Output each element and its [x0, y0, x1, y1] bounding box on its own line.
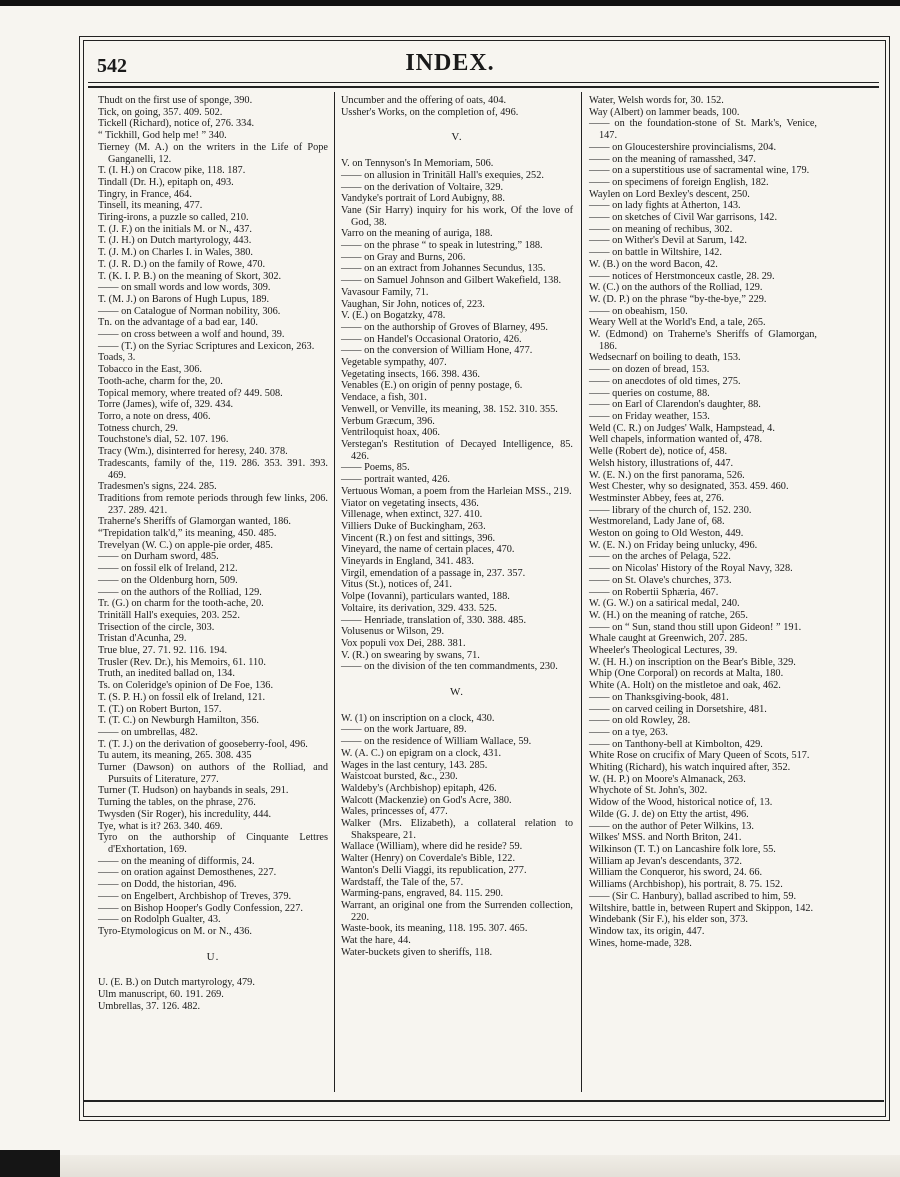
index-entry: W. (B.) on the word Bacon, 42.: [589, 258, 718, 270]
index-entry: Whiting (Richard), his watch inquired after, 352.: [589, 762, 791, 774]
index-column-1: [98, 95, 328, 1012]
index-entry: —— on Nicolas' History of the Royal Navy, 328.: [589, 563, 793, 575]
index-entry: —— on Gray and Burns, 206.: [341, 251, 466, 263]
index-entry: V. on Tennyson's In Memoriam, 506.: [341, 158, 494, 170]
index-entry: Warming-pans, engraved, 84. 115. 290.: [341, 888, 504, 900]
index-entry: Vandyke's portrait of Lord Aubigny, 88.: [341, 193, 505, 205]
index-entry: —— on carved ceiling in Dorsetshire, 481.: [589, 703, 767, 715]
section-heading-v: V.: [451, 131, 463, 144]
index-entry: White Rose on crucifix of Mary Queen of Scots, 517.: [589, 750, 810, 762]
index-entry: W. (E. N.) on the first panorama, 526.: [589, 469, 745, 481]
index-entry: —— on lady fights at Atherton, 143.: [589, 200, 741, 212]
entry-list: [98, 977, 328, 1012]
index-entry: V. (E.) on Bogatzky, 478.: [341, 310, 446, 322]
index-entry: Volusenus or Wilson, 29.: [341, 626, 445, 638]
index-entry: Wages in the last century, 143. 285.: [341, 759, 488, 771]
index-entry: Tristan d'Acunha, 29.: [98, 633, 187, 645]
index-entry: William ap Jevan's descendants, 372.: [589, 855, 742, 867]
index-entry: —— on “ Sun, stand thou still upon Gideon! ” 191.: [589, 621, 802, 633]
index-entry: Wales, princesses of, 477.: [341, 806, 448, 818]
index-entry: Wines, home-made, 328.: [589, 937, 692, 949]
index-entry: Welsh history, illustrations of, 447.: [589, 457, 734, 469]
index-entry: —— on Samuel Johnson and Gilbert Wakefield, 138.: [341, 275, 562, 287]
index-entry: Walker (Mrs. Elizabeth), a collateral relation to Shakspeare, 21.: [341, 818, 573, 841]
index-entry: —— on Handel's Occasional Oratorio, 426.: [341, 333, 522, 345]
index-entry: Vendace, a fish, 301.: [341, 392, 427, 404]
index-entry: Ussher's Works, on the completion of, 496.: [341, 106, 519, 118]
index-entry: Wedsecnarf on boiling to death, 153.: [589, 352, 741, 364]
index-entry: —— on Durham sword, 485.: [98, 551, 219, 563]
index-entry: —— on Rodolph Gualter, 43.: [98, 914, 221, 926]
index-entry: Tingry, in France, 464.: [98, 188, 192, 200]
index-entry: —— on a superstitious use of sacramental wine, 179.: [589, 165, 810, 177]
index-entry: W. (H. P.) on Moore's Almanack, 263.: [589, 773, 746, 785]
index-entry: Villiers Duke of Buckingham, 263.: [341, 520, 486, 532]
index-entry: T. (K. I. P. B.) on the meaning of Skort, 302.: [98, 270, 282, 282]
index-entry: —— (Sir C. Hanbury), ballad ascribed to him, 59.: [589, 890, 797, 902]
index-entry: Voltaire, its derivation, 329. 433. 525.: [341, 602, 497, 614]
index-column-3: [589, 95, 817, 949]
index-entry: —— on umbrellas, 482.: [98, 726, 198, 738]
index-entry: —— on Tanthony-bell at Kimbolton, 429.: [589, 738, 763, 750]
index-entry: Totness church, 29.: [98, 422, 178, 434]
index-entry: Tickell (Richard), notice of, 276. 334.: [98, 118, 255, 130]
index-entry: Westmoreland, Lady Jane of, 68.: [589, 516, 725, 528]
index-entry: Weld (C. R.) on Judges' Walk, Hampstead, 4.: [589, 422, 775, 434]
column-divider-2: [581, 92, 582, 1092]
index-entry: —— on small words and low words, 309.: [98, 282, 271, 294]
index-entry: Uncumber and the offering of oats, 404.: [341, 95, 507, 106]
index-entry: Verstegan's Restitution of Decayed Intelligence, 85. 426.: [341, 438, 573, 462]
index-entry: —— on the authorship of Groves of Blarney, 495.: [341, 321, 548, 333]
index-entry: Ulm manuscript, 60. 191. 269.: [98, 989, 224, 1001]
index-entry: —— on Friday weather, 153.: [589, 410, 710, 422]
index-entry: Wilkinson (T. T.) on Lancashire folk lore, 55.: [589, 844, 776, 855]
index-entry: Wat the hare, 44.: [341, 935, 411, 947]
index-entry: William the Conqueror, his sword, 24. 66.: [589, 867, 763, 879]
index-entry: W. (E. N.) on Friday being unlucky, 496.: [589, 539, 758, 551]
index-entry: Tinsell, its meaning, 477.: [98, 200, 203, 212]
index-entry: Warrant, an original one from the Surrenden collection, 220.: [341, 900, 573, 923]
index-entry: Vaughan, Sir John, notices of, 223.: [341, 298, 485, 310]
index-entry: —— on the conversion of William Hone, 477.: [341, 345, 533, 357]
index-entry: T. (S. P. H.) on fossil elk of Ireland, 121.: [98, 691, 266, 703]
index-entry: Westminster Abbey, fees at, 276.: [589, 492, 724, 504]
index-entry: Turner (Dawson) on authors of the Rolliad, and Pursuits of Literature, 277.: [98, 762, 328, 785]
index-entry: Tindall (Dr. H.), epitaph on, 493.: [98, 176, 234, 188]
index-entry: Waste-book, its meaning, 118. 195. 307. 465.: [341, 923, 528, 935]
index-entry: Twysden (Sir Roger), his incredulity, 444.: [98, 808, 272, 820]
index-entry: W. (H. H.) on inscription on the Bear's Bible, 329.: [589, 656, 796, 668]
header-rule: [88, 82, 879, 83]
index-entry: —— notices of Herstmonceux castle, 28. 29.: [589, 270, 775, 282]
index-entry: —— on specimens of foreign English, 182.: [589, 176, 769, 188]
index-entry: Tick, on going, 357. 409. 502.: [98, 106, 223, 118]
section-heading-u: U.: [206, 950, 220, 963]
index-entry: Traditions from remote periods through few links, 206. 237. 289. 421.: [98, 492, 328, 516]
index-entry: —— portrait wanted, 426.: [341, 474, 450, 486]
index-entry: Widow of the Wood, historical notice of, 13.: [589, 797, 773, 809]
index-entry: Tradesmen's signs, 224. 285.: [98, 481, 217, 493]
index-entry: True blue, 27. 71. 92. 116. 194.: [98, 645, 228, 657]
index-entry: T. (J. M.) on Charles I. in Wales, 380.: [98, 247, 253, 259]
index-entry: —— library of the church of, 152. 230.: [589, 504, 752, 516]
index-column-2: [341, 95, 573, 959]
index-entry: Touchstone's dial, 52. 107. 196.: [98, 434, 229, 446]
index-entry: W. (Edmond) on Traherne's Sheriffs of Glamorgan, 186.: [589, 329, 817, 352]
index-entry: Tobacco in the East, 306.: [98, 364, 202, 376]
index-entry: Walter (Henry) on Coverdale's Bible, 122.: [341, 853, 516, 865]
index-entry: Volpe (Iovanni), particulars wanted, 188.: [341, 591, 510, 603]
index-entry: —— on dozen of bread, 153.: [589, 364, 710, 376]
index-entry: Tradescants, family of the, 119. 286. 353. 391. 393. 469.: [98, 457, 328, 481]
index-entry: Trevelyan (W. C.) on apple-pie order, 485.: [98, 539, 273, 551]
index-entry: Viator on vegetating insects, 436.: [341, 497, 479, 509]
index-entry: Water, Welsh words for, 30. 152.: [589, 95, 724, 106]
index-entry: V. (R.) on swearing by swans, 71.: [341, 649, 480, 661]
index-entry: —— on Earl of Clarendon's daughter, 88.: [589, 399, 761, 411]
index-entry: W. (D. P.) on the phrase “by-the-bye,” 229.: [589, 293, 767, 305]
index-entry: —— (T.) on the Syriac Scriptures and Lexicon, 263.: [98, 340, 315, 352]
index-entry: Villenage, when extinct, 327. 410.: [341, 509, 483, 521]
index-entry: Tiring-irons, a puzzle so called, 210.: [98, 212, 249, 224]
index-entry: Tierney (M. A.) on the writers in the Life of Pope Ganganelli, 12.: [98, 141, 328, 165]
index-entry: T. (M. J.) on Barons of Hugh Lupus, 189.: [98, 293, 270, 305]
index-entry: Vegetable sympathy, 407.: [341, 357, 447, 369]
index-entry: —— on old Rowley, 28.: [589, 715, 691, 727]
index-entry: Vegetating insects, 166. 398. 436.: [341, 368, 480, 380]
index-entry: —— on meaning of rechibus, 302.: [589, 223, 733, 235]
index-entry: Varro on the meaning of auriga, 188.: [341, 228, 493, 240]
index-entry: Wardstaff, the Tale of the, 57.: [341, 876, 464, 888]
index-entry: Waistcoat bursted, &c., 230.: [341, 771, 458, 783]
index-entry: —— on Gloucestershire provincialisms, 204.: [589, 141, 777, 153]
index-entry: —— on Bishop Hooper's Godly Confession, 227.: [98, 902, 303, 914]
index-entry: Williams (Archbishop), his portrait, 8. 75. 152.: [589, 879, 783, 891]
index-entry: “ Tickhill, God help me! ” 340.: [98, 130, 227, 142]
footer-rule: [83, 1100, 884, 1102]
index-entry: West Chester, why so designated, 353. 459. 460.: [589, 481, 789, 493]
page-title: INDEX.: [405, 50, 495, 76]
column-divider-1: [334, 92, 335, 1092]
index-entry: Walcott (Mackenzie) on God's Acre, 380.: [341, 794, 512, 806]
index-entry: Virgil, emendation of a passage in, 237. 357.: [341, 567, 526, 579]
scan-shadow: [0, 1150, 60, 1177]
index-entry: Turning the tables, on the phrase, 276.: [98, 797, 256, 809]
index-entry: Turner (T. Hudson) on haybands in seals, 291.: [98, 785, 289, 797]
index-entry: Way (Albert) on lammer beads, 100.: [589, 106, 740, 118]
index-entry: —— on the Oldenburg horn, 509.: [98, 574, 238, 586]
index-entry: White (A. Holt) on the mistletoe and oak, 462.: [589, 680, 781, 692]
index-entry: Whip (One Corporal) on records at Malta, 180.: [589, 668, 784, 680]
index-entry: Tye, what is it? 263. 340. 469.: [98, 820, 223, 832]
index-entry: “Trepidation talk'd,” its meaning, 450. 485.: [98, 528, 277, 540]
header-rule-double: [88, 86, 879, 88]
index-entry: Vineyards in England, 341. 483.: [341, 556, 474, 568]
index-entry: Wilkes' MSS. and North Briton, 241.: [589, 832, 742, 844]
index-entry: Welle (Robert de), notice of, 458.: [589, 446, 728, 458]
index-entry: —— on the authors of the Rolliad, 129.: [98, 586, 262, 598]
page-number: 542: [97, 55, 127, 77]
index-entry: —— on sketches of Civil War garrisons, 142.: [589, 212, 778, 224]
index-entry: W. (A. C.) on epigram on a clock, 431.: [341, 747, 502, 759]
index-entry: W. (G. W.) on a satirical medal, 240.: [589, 598, 740, 610]
index-entry: —— on St. Olave's churches, 373.: [589, 574, 732, 586]
index-entry: Traherne's Sheriffs of Glamorgan wanted, 186.: [98, 516, 291, 528]
index-entry: —— on the meaning of ramasshed, 347.: [589, 153, 757, 165]
index-entry: Trusler (Rev. Dr.), his Memoirs, 61. 110.: [98, 656, 266, 668]
index-entry: Weary Well at the World's End, a tale, 265.: [589, 317, 766, 329]
index-entry: —— Poems, 85.: [341, 462, 410, 474]
index-entry: —— on anecdotes of old times, 275.: [589, 375, 741, 387]
index-entry: —— on the division of the ten commandments, 230.: [341, 661, 558, 673]
index-entry: —— on Engelbert, Archbishop of Treves, 379.: [98, 890, 292, 902]
index-entry: Trinitäll Hall's exequies, 203. 252.: [98, 609, 240, 621]
index-entry: Toads, 3.: [98, 352, 136, 364]
index-entry: Venwell, or Venville, its meaning, 38. 152. 310. 355.: [341, 403, 558, 415]
index-entry: —— on oration against Demosthenes, 227.: [98, 867, 277, 879]
index-entry: Wheeler's Theological Lectures, 39.: [589, 645, 738, 657]
index-entry: —— on Wither's Devil at Sarum, 142.: [589, 235, 747, 247]
index-entry: W. (1) on inscription on a clock, 430.: [341, 712, 495, 724]
index-entry: Vertuous Woman, a poem from the Harleian MSS., 219.: [341, 485, 572, 497]
index-entry: —— on Dodd, the historian, 496.: [98, 879, 237, 891]
entry-list: [341, 713, 573, 959]
index-entry: —— on a tye, 263.: [589, 726, 668, 738]
index-entry: Wallace (William), where did he reside? 59.: [341, 841, 523, 853]
index-entry: Truth, an inedited ballad on, 134.: [98, 668, 235, 680]
index-entry: Water-buckets given to sheriffs, 118.: [341, 946, 493, 958]
index-entry: —— on cross between a wolf and hound, 39.: [98, 329, 285, 341]
scan-bottom-edge: [0, 1155, 900, 1177]
index-entry: T. (T.) on Robert Burton, 157.: [98, 703, 222, 715]
index-entry: —— on the meaning of difformis, 24.: [98, 855, 255, 867]
index-entry: —— on the derivation of Voltaire, 329.: [341, 181, 504, 193]
entry-list: [341, 158, 573, 673]
index-entry: —— on the phrase “ to speak in lutestring,” 188.: [341, 240, 543, 252]
index-entry: Tracy (Wm.), disinterred for heresy, 240. 378.: [98, 446, 288, 458]
entry-list: [341, 95, 573, 118]
index-entry: —— on obeahism, 150.: [589, 305, 688, 317]
index-entry: Vincent (R.) on fest and sittings, 396.: [341, 532, 496, 544]
index-entry: Vitus (St.), notices of, 241.: [341, 579, 452, 591]
index-entry: —— on the work Jartuare, 89.: [341, 724, 467, 736]
index-entry: Windebank (Sir F.), his elder son, 373.: [589, 914, 748, 926]
index-entry: Vavasour Family, 71.: [341, 286, 429, 298]
index-entry: —— on the residence of William Wallace, 59.: [341, 736, 532, 748]
index-entry: Tr. (G.) on charm for the tooth-ache, 20.: [98, 598, 264, 610]
index-entry: W. (C.) on the authors of the Rolliad, 129.: [589, 282, 763, 294]
index-entry: Tu autem, its meaning, 265. 308. 435: [98, 750, 252, 762]
index-entry: Waylen on Lord Bexley's descent, 250.: [589, 188, 750, 200]
index-entry: Whale caught at Greenwich, 207. 285.: [589, 633, 748, 645]
index-entry: T. (I. H.) on Cracow pike, 118. 187.: [98, 165, 246, 177]
index-entry: Tooth-ache, charm for the, 20.: [98, 375, 223, 387]
index-entry: T. (J. H.) on Dutch martyrology, 443.: [98, 235, 252, 247]
index-entry: —— on the arches of Pelaga, 522.: [589, 551, 731, 563]
index-entry: —— on battle in Wiltshire, 142.: [589, 247, 722, 259]
index-entry: Tn. on the advantage of a bad ear, 140.: [98, 317, 258, 329]
index-entry: Tyro-Etymologicus on M. or N., 436.: [98, 925, 253, 937]
index-entry: Vox populi vox Dei, 288. 381.: [341, 637, 466, 649]
index-entry: Ts. on Coleridge's opinion of De Foe, 136.: [98, 680, 274, 692]
index-entry: —— on allusion in Trinitäll Hall's exequies, 252.: [341, 169, 544, 181]
index-entry: Well chapels, information wanted of, 478.: [589, 434, 763, 446]
index-entry: T. (J. F.) on the initials M. or N., 437.: [98, 223, 253, 235]
index-entry: —— Henriade, translation of, 330. 388. 485.: [341, 614, 527, 626]
index-entry: Trisection of the circle, 303.: [98, 621, 215, 633]
index-entry: Window tax, its origin, 447.: [589, 925, 705, 937]
index-entry: Tyro on the authorship of Cinquante Lettres d'Exhortation, 169.: [98, 832, 328, 855]
index-entry: Whychote of St. John's, 302.: [589, 785, 708, 797]
index-entry: —— on an extract from Johannes Secundus, 135.: [341, 263, 546, 275]
index-entry: Verbum Græcum, 396.: [341, 415, 435, 427]
index-entry: U. (E. B.) on Dutch martyrology, 479.: [98, 977, 255, 989]
index-entry: T. (T. C.) on Newburgh Hamilton, 356.: [98, 715, 260, 727]
index-entry: —— on Catalogue of Norman nobility, 306.: [98, 305, 281, 317]
index-entry: Thudt on the first use of sponge, 390.: [98, 95, 253, 106]
index-entry: Vineyard, the name of certain places, 470.: [341, 544, 515, 556]
index-entry: Torre (James), wife of, 329. 434.: [98, 399, 234, 411]
index-entry: T. (J. R. D.) on the family of Rowe, 470.: [98, 258, 266, 270]
index-entry: Venables (E.) on origin of penny postage, 6.: [341, 380, 523, 392]
index-entry: Torro, a note on dress, 406.: [98, 410, 211, 422]
index-entry: Topical memory, where treated of? 449. 508.: [98, 387, 283, 399]
index-entry: —— queries on costume, 88.: [589, 387, 710, 399]
entry-list: [98, 95, 328, 938]
index-entry: —— on Robertii Sphæria, 467.: [589, 586, 719, 598]
index-entry: Umbrellas, 37. 126. 482.: [98, 1000, 201, 1012]
entry-list: [589, 95, 817, 949]
index-entry: Vane (Sir Harry) inquiry for his work, Of the love of God, 38.: [341, 204, 573, 228]
index-entry: —— on the foundation-stone of St. Mark's, Venice, 147.: [589, 118, 817, 142]
index-entry: —— on fossil elk of Ireland, 212.: [98, 563, 238, 575]
index-entry: Ventriloquist hoax, 406.: [341, 427, 440, 439]
index-entry: Weston on going to Old Weston, 449.: [589, 528, 744, 540]
index-entry: —— on Thanksgiving-book, 481.: [589, 691, 729, 703]
index-entry: —— on the author of Peter Wilkins, 13.: [589, 820, 754, 832]
index-entry: T. (T. J.) on the derivation of gooseberry-fool, 496.: [98, 738, 308, 750]
section-heading-w: W.: [449, 686, 465, 699]
index-entry: Wiltshire, battle in, between Rupert and Skippon, 142.: [589, 902, 814, 914]
index-entry: Wilde (G. J. de) on Etty the artist, 496.: [589, 808, 749, 820]
index-entry: W. (H.) on the meaning of ratche, 265.: [589, 609, 748, 621]
index-entry: Waldeby's (Archbishop) epitaph, 426.: [341, 782, 497, 794]
index-entry: Wanton's Delli Viaggi, its republication, 277.: [341, 864, 527, 876]
scan-top-bar: [0, 0, 900, 6]
